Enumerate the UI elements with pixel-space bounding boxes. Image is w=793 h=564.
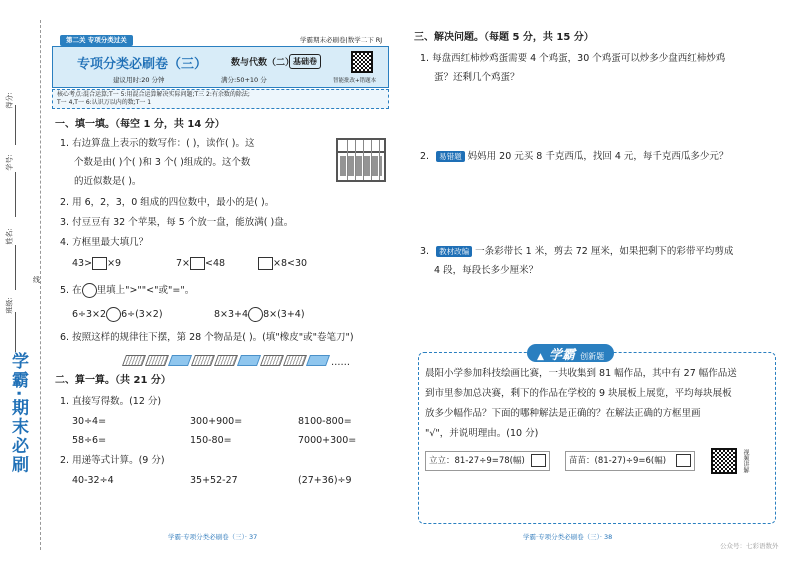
solution-a: 立立：81-27÷9=78(幅) xyxy=(425,451,550,471)
r-q3: 3. 教材改编 一条彩带长 1 米，剪去 72 厘米，如果把剩下的彩带平均剪成 xyxy=(420,246,734,257)
section3-heading: 三、解决问题。（每题 5 分，共 15 分） xyxy=(414,32,594,43)
left-page xyxy=(0,0,396,564)
compare-circle[interactable] xyxy=(106,307,121,322)
qr-code xyxy=(351,51,373,73)
check-box[interactable] xyxy=(676,454,691,467)
innovation-line2: 到市里参加总决赛，剩下的作品在学校的 9 块展板上展览，平均每块展板 xyxy=(425,388,732,399)
innovation-box xyxy=(418,348,776,524)
q4-a: 43> ×9 xyxy=(72,258,122,269)
line-mark: 线 xyxy=(33,276,40,284)
paper-title: 专项分类必刷卷（三） xyxy=(77,57,208,72)
pattern-row xyxy=(124,350,350,370)
q5-a: 6÷3×2 6÷(3×2) xyxy=(72,309,163,320)
q5: 5. 在 里填上">""<"或"="。 xyxy=(60,285,195,296)
class-side-label: 班级: xyxy=(5,297,14,314)
eraser-icon xyxy=(168,355,192,366)
core-points xyxy=(52,89,389,109)
student-id-side-label: 学号: xyxy=(5,154,14,171)
video-qr-code xyxy=(711,448,737,474)
pattern-ellipsis: …… xyxy=(331,357,350,368)
binding-strip xyxy=(0,0,50,564)
s2-q1: 1. 直接写得数。(12 分) xyxy=(60,396,162,407)
innovation-line3: 放多少幅作品？下面的哪种解法是正确的？在解法正确的方框里画 xyxy=(425,408,701,419)
paper-level: 基础卷 xyxy=(289,54,321,69)
calc-r1c2: 300+900= xyxy=(190,416,243,427)
abacus-image xyxy=(336,138,386,182)
series-title: 学霸期末必刷卷|数学二下 RJ xyxy=(300,36,383,44)
qr-caption: 智能批改+错题本 xyxy=(333,78,377,84)
r-q3-line2: 4 段，每段长多少厘米？ xyxy=(434,265,539,276)
section1-heading: 一、填一填。（每空 1 分，共 14 分） xyxy=(55,119,225,130)
sharpener-icon xyxy=(283,355,307,366)
brand-vertical: 学霸·期末必刷 xyxy=(8,352,28,475)
section-tag: 第二关 专项分类过关 xyxy=(60,35,133,46)
calc-r1c3: 8100-800= xyxy=(298,416,352,427)
q1-line3: 的近似数是( )。 xyxy=(74,176,142,187)
q3-tag: 教材改编 xyxy=(436,246,472,257)
q1-line1: 1. 右边算盘上表示的数写作：( )，读作( )。这 xyxy=(60,138,255,149)
section2-heading: 二、算一算。（共 21 分） xyxy=(55,375,171,386)
core-points-line2: T一 4,T一 6:认识万以内的数;T一 1 xyxy=(57,99,152,106)
right-page xyxy=(400,0,793,564)
solution-b: 苗苗：(81-27)÷9=6(幅) xyxy=(565,451,695,471)
check-box[interactable] xyxy=(531,454,546,467)
r-q1-line1: 1. 每盘西红柿炒鸡蛋需要 4 个鸡蛋，30 个鸡蛋可以炒多少盘西红柿炒鸡 xyxy=(420,53,726,64)
innovation-title: ▲ 学霸 创新题 xyxy=(527,344,614,362)
compare-circle[interactable] xyxy=(248,307,263,322)
calc-r2c3: 7000+300= xyxy=(298,435,357,446)
q4: 4. 方框里最大填几？ xyxy=(60,237,149,248)
score-side-label: 得分: xyxy=(5,92,14,109)
sharpener-icon xyxy=(214,355,238,366)
calc-r2c1: 58÷6= xyxy=(72,435,107,446)
q6: 6. 按照这样的规律往下摆，第 28 个物品是( )。(填"橡皮"或"卷笔刀") xyxy=(60,332,354,343)
q1-line2: 个数是由( )个( )和 3 个( )组成的。这个数 xyxy=(74,157,251,168)
calc-r2c2: 150-80= xyxy=(190,435,232,446)
mortarboard-icon: ▲ xyxy=(537,352,544,362)
right-footer: 学霸·专项分类必刷卷（三）· 38 xyxy=(523,533,613,541)
watermark: 公众号：七彩语数外 xyxy=(720,542,779,550)
sharpener-icon xyxy=(122,355,146,366)
q4-c: ×8<30 xyxy=(258,257,307,271)
paper-subtitle: 数与代数（二） xyxy=(231,58,295,68)
s2-q2: 2. 用递等式计算。(9 分) xyxy=(60,455,165,466)
name-side-label: 姓名: xyxy=(5,228,14,245)
innovation-line4: "√"，并说明理由。(10 分) xyxy=(425,428,539,439)
eraser-icon xyxy=(237,355,261,366)
sharpener-icon xyxy=(145,355,169,366)
r-q2: 2. 易错题 妈妈用 20 元买 8 千克西瓜，找回 4 元，每千克西瓜多少元？ xyxy=(420,151,729,162)
r-q1-line2: 蛋？还剩几个鸡蛋？ xyxy=(434,72,520,83)
time-label: 建议用时:20 分钟 xyxy=(113,76,165,84)
q2-tag: 易错题 xyxy=(436,151,465,162)
q2: 2. 用 6，2，3，0 组成的四位数中，最小的是( )。 xyxy=(60,197,275,208)
left-footer: 学霸·专项分类必刷卷（三）· 37 xyxy=(168,533,258,541)
header-banner xyxy=(52,46,389,88)
compare-circle[interactable] xyxy=(82,283,97,298)
calc-r3c1: 40-32÷4 xyxy=(72,475,114,486)
q3: 3. 付豆豆有 32 个苹果，每 5 个放一盘，能放满( )盘。 xyxy=(60,217,294,228)
core-points-line1: 核心考点:混合运算;T一 5:用混合运算解决实际问题;T三 2:有余数的除法; xyxy=(57,91,250,98)
sharpener-icon xyxy=(191,355,215,366)
score-label: 满分:50+10 分 xyxy=(221,76,267,84)
q4-b: 7× <48 xyxy=(176,258,226,269)
q5-b: 8×3+4 8×(3+4) xyxy=(214,309,305,320)
calc-r3c3: (27+36)÷9 xyxy=(298,475,352,486)
video-qr-caption: 视频讲解 xyxy=(742,449,749,473)
answer-box[interactable] xyxy=(258,257,273,270)
sharpener-icon xyxy=(260,355,284,366)
eraser-icon xyxy=(306,355,330,366)
calc-r3c2: 35+52-27 xyxy=(190,475,238,486)
answer-box[interactable] xyxy=(190,257,205,270)
innovation-line1: 晨阳小学参加科技绘画比赛，一共收集到 81 幅作品，其中有 27 幅作品送 xyxy=(425,368,737,379)
answer-box[interactable] xyxy=(92,257,107,270)
calc-r1c1: 30÷4= xyxy=(72,416,107,427)
